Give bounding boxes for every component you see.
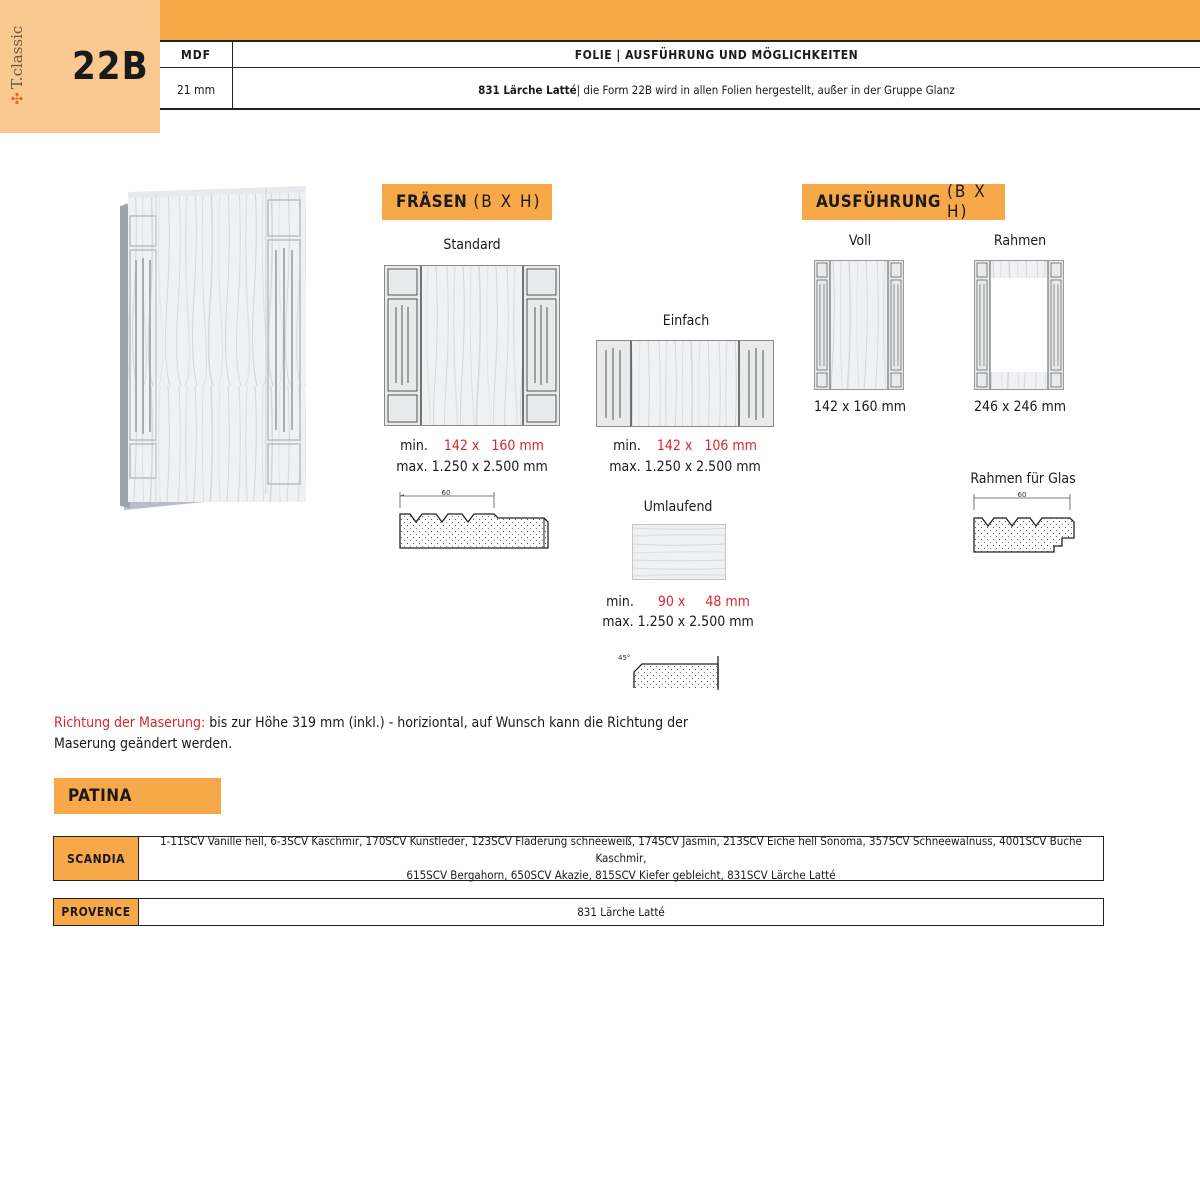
patina-badge <box>54 778 221 814</box>
umlaufend-profile-drawing <box>616 650 726 692</box>
einfach-min-size: min. 142 x 106 mm <box>613 438 757 454</box>
patina-row-scandia <box>53 836 1104 881</box>
door-product-image <box>116 186 312 512</box>
rahmen-glas-profile-dim: 60 <box>1017 491 1027 499</box>
foil-header: FOLIE | AUSFÜHRUNG UND MÖGLICHKEITEN <box>574 48 859 62</box>
einfach-door-image <box>596 340 774 427</box>
foil-description <box>233 69 1200 110</box>
umlaufend-min-size: min. 90 x 48 mm <box>606 594 750 610</box>
patina-row-name: SCANDIA <box>54 837 139 880</box>
ausfuehrung-title: AUSFÜHRUNG <box>816 192 941 212</box>
standard-min-size: min. 142 x 160 mm <box>400 438 544 454</box>
rahmen-label: Rahmen <box>993 233 1047 249</box>
grain-note-lead: Richtung der Maserung: <box>54 715 206 731</box>
rahmen-size: 246 x 246 mm <box>973 399 1067 415</box>
standard-max-size: max. 1.250 x 2.500 mm <box>396 459 548 475</box>
rahmen-glas-label: Rahmen für Glas <box>970 471 1076 487</box>
standard-door-image <box>384 265 560 426</box>
patina-title: PATINA <box>68 786 132 806</box>
umlaufend-door-image <box>632 524 726 580</box>
model-code: 22B <box>72 44 149 88</box>
grain-note-text: bis zur Höhe 319 mm (inkl.) - horiziontal, auf Wunsch kann die Richtung der Maserung geändert werden. <box>54 715 689 752</box>
einfach-max-size: max. 1.250 x 2.500 mm <box>609 459 761 475</box>
header-accent-bar <box>160 0 1200 40</box>
patina-row-colors: 1-11SCV Vanille hell, 6-3SCV Kaschmir, 170SCV Kunstleder, 123SCV Fladerung schneeweiß, 174SCV Jasmin, 213SCV Eiche hell Sonoma, 357SCV Schneewalnuss, 4001SCV Buche Kaschmir, 615SCV Bergahorn, 650SCV Akazie, 815SCV Kiefer gebleicht, 831SCV Lärche Latté <box>160 834 1082 882</box>
fraesen-unit: (B X H) <box>473 192 542 212</box>
voll-door-image <box>814 260 904 390</box>
grain-direction-note <box>54 713 714 755</box>
umlaufend-label: Umlaufend <box>643 499 713 515</box>
standard-label: Standard <box>443 237 501 253</box>
patina-row-colors: 831 Lärche Latté <box>577 904 665 919</box>
patina-row-provence <box>53 898 1104 926</box>
model-code-box <box>0 0 160 133</box>
umlaufend-profile-angle: 45° <box>618 654 631 662</box>
standard-profile-drawing <box>394 488 554 550</box>
einfach-label: Einfach <box>662 313 710 329</box>
foil-name: 831 Lärche Latté <box>478 82 577 97</box>
voll-size: 142 x 160 mm <box>813 399 907 415</box>
foil-note: | die Form 22B wird in allen Folien hergestellt, außer in der Gruppe Glanz <box>576 82 955 97</box>
ausfuehrung-unit: (B X H) <box>946 182 987 222</box>
patina-row-name: PROVENCE <box>54 899 139 925</box>
voll-label: Voll <box>848 233 872 249</box>
ausfuehrung-badge <box>802 184 1005 220</box>
thickness-value: 21 mm <box>176 82 216 97</box>
material-header: MDF <box>180 48 212 62</box>
brand-logo: ✣T.classic <box>8 26 26 108</box>
fraesen-badge <box>382 184 552 220</box>
fraesen-title: FRÄSEN <box>396 192 468 212</box>
spec-header-table <box>160 40 1200 110</box>
rahmen-glas-profile-drawing <box>968 490 1080 556</box>
umlaufend-max-size: max. 1.250 x 2.500 mm <box>602 614 754 630</box>
rahmen-door-image <box>974 260 1064 390</box>
standard-profile-dim: 60 <box>441 489 451 497</box>
